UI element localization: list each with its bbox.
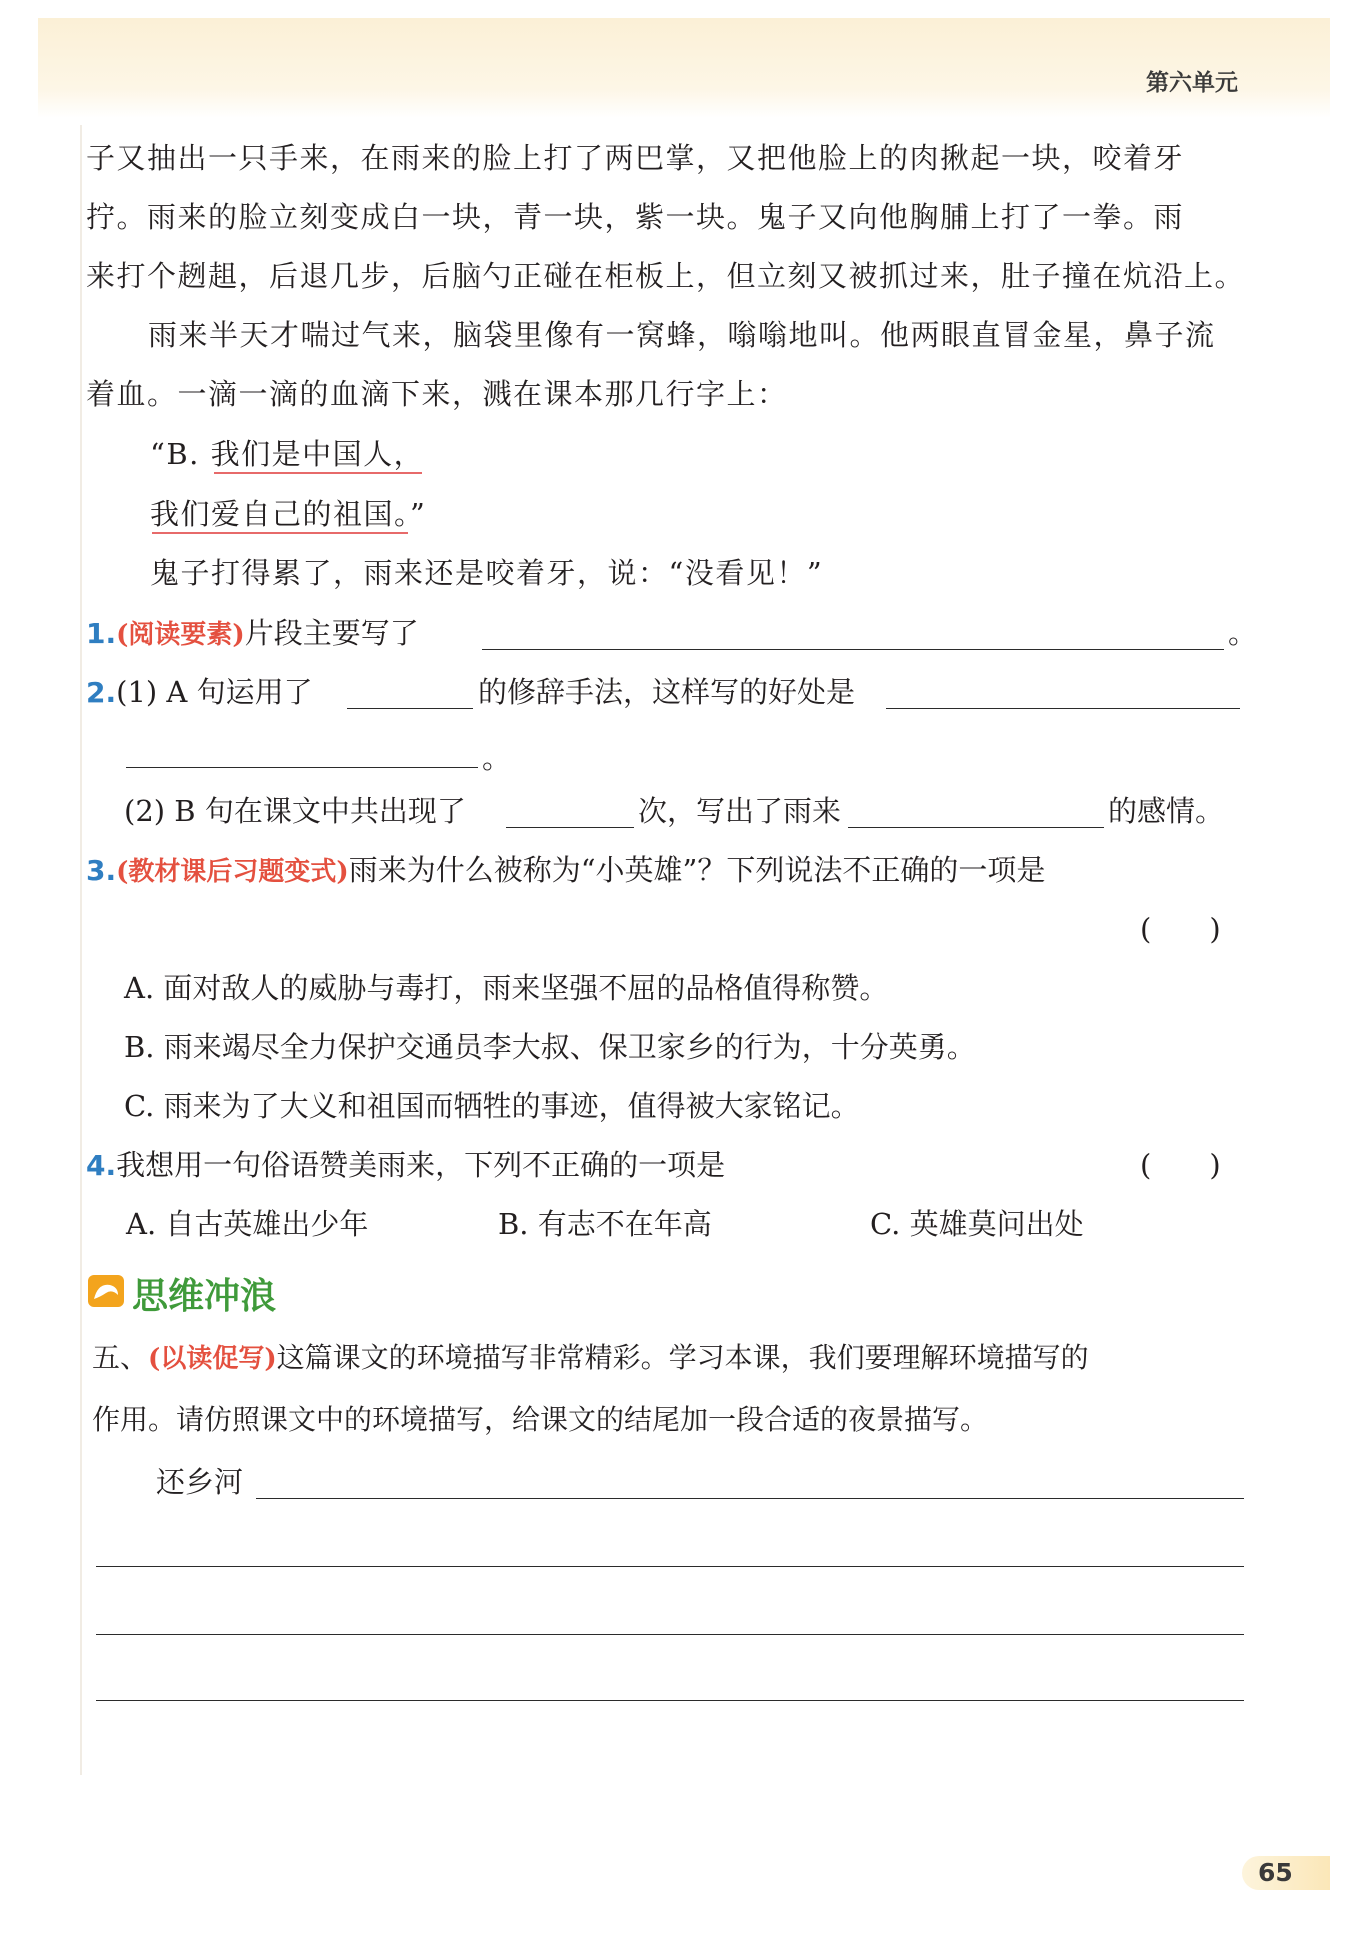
question-5 xyxy=(92,1338,1089,1379)
passage-line-8: 鬼子打得累了，雨来还是咬着牙，说：“没看见！” xyxy=(150,556,824,590)
question-3 xyxy=(86,850,1045,892)
question-2-part-2-middle: 次，写出了雨来 xyxy=(638,794,842,828)
question-5-line-1: 这篇课文的环境描写非常精彩。学习本课，我们要理解环境描写的 xyxy=(276,1341,1089,1374)
wave-icon xyxy=(88,1275,124,1307)
question-4-option-a[interactable]: A. 自古英雄出少年 xyxy=(126,1207,369,1241)
header-band xyxy=(38,18,1330,118)
question-3-option-b[interactable]: B. 雨来竭尽全力保护交通员李大叔、保卫家乡的行为，十分英勇。 xyxy=(124,1030,976,1064)
section-title: 思维冲浪 xyxy=(132,1276,277,1317)
passage-sentence-b-line-2: 我们爱自己的祖国。” xyxy=(150,497,427,531)
margin-rule xyxy=(80,125,82,1775)
passage-line-1: 子又抽出一只手来，在雨来的脸上打了两巴掌，又把他脸上的肉揪起一块，咬着牙 xyxy=(86,141,1185,175)
answer-line-q2-feeling[interactable] xyxy=(848,827,1104,828)
question-4-answer-paren[interactable]: ( ) xyxy=(1140,1148,1221,1182)
question-2-part-1 xyxy=(86,672,313,713)
question-3-number: 3. xyxy=(86,854,117,887)
question-5-tag: (以读促写) xyxy=(148,1344,277,1374)
sentence-b-underline-2 xyxy=(152,532,408,534)
answer-line-q2-count[interactable] xyxy=(506,827,634,828)
passage-line-2: 拧。雨来的脸立刻变成白一块，青一块，紫一块。鬼子又向他胸脯上打了一拳。雨 xyxy=(86,200,1185,234)
question-5-prefix: 五、 xyxy=(92,1341,149,1374)
writing-line-4[interactable] xyxy=(96,1700,1244,1701)
question-1-tag: (阅读要素) xyxy=(116,620,245,650)
sentence-b-underline-1 xyxy=(214,472,422,474)
question-2-part-1-text: (1) A 句运用了 xyxy=(116,675,313,709)
question-3-answer-paren[interactable]: ( ) xyxy=(1140,912,1221,946)
question-4-text: 我想用一句俗语赞美雨来，下列不正确的一项是 xyxy=(116,1148,726,1182)
unit-label: 第六单元 xyxy=(1146,70,1238,96)
question-4 xyxy=(86,1145,725,1186)
passage-sentence-b-line-1: “B. 我们是中国人， xyxy=(150,437,425,471)
answer-line-q2-benefit-cont[interactable] xyxy=(126,767,478,768)
writing-line-2[interactable] xyxy=(96,1566,1244,1567)
answer-line-q2-rhetoric[interactable] xyxy=(347,708,473,709)
question-2-part-2-end: 的感情。 xyxy=(1108,794,1225,828)
page-number: 65 xyxy=(1258,1858,1293,1887)
passage-line-4: 雨来半天才喘过气来，脑袋里像有一窝蜂，嗡嗡地叫。他两眼直冒金星，鼻子流 xyxy=(148,318,1216,352)
question-4-option-b[interactable]: B. 有志不在年高 xyxy=(498,1207,712,1241)
writing-line-1[interactable] xyxy=(256,1498,1244,1499)
question-3-option-a[interactable]: A. 面对敌人的威胁与毒打，雨来坚强不屈的品格值得称赞。 xyxy=(124,971,889,1005)
passage-line-3: 来打个趔趄，后退几步，后脑勺正碰在柜板上，但立刻又被抓过来，肚子撞在炕沿上。 xyxy=(86,259,1246,293)
writing-line-3[interactable] xyxy=(96,1634,1244,1635)
question-4-option-c[interactable]: C. 英雄莫问出处 xyxy=(870,1207,1084,1241)
question-5-line-2: 作用。请仿照课文中的环境描写，给课文的结尾加一段合适的夜景描写。 xyxy=(92,1403,989,1436)
question-1-text: 片段主要写了 xyxy=(244,616,419,650)
writing-start: 还乡河 xyxy=(156,1465,244,1499)
answer-line-q2-benefit[interactable] xyxy=(886,708,1240,709)
page-number-badge xyxy=(1242,1856,1330,1890)
question-2-part-1-middle: 的修辞手法，这样写的好处是 xyxy=(478,675,856,709)
question-1 xyxy=(86,613,419,655)
question-3-text: 雨来为什么被称为“小英雄”？下列说法不正确的一项是 xyxy=(348,853,1046,887)
question-4-number: 4. xyxy=(86,1149,117,1182)
passage-line-5: 着血。一滴一滴的血滴下来，溅在课本那几行字上： xyxy=(86,377,788,411)
question-1-number: 1. xyxy=(86,617,117,650)
answer-line-q1[interactable] xyxy=(482,649,1224,650)
question-2-part-2: (2) B 句在课文中共出现了 xyxy=(124,794,466,828)
question-2-part-1-end: 。 xyxy=(482,741,512,775)
question-3-option-c[interactable]: C. 雨来为了大义和祖国而牺牲的事迹，值得被大家铭记。 xyxy=(124,1089,860,1123)
question-1-end: 。 xyxy=(1228,616,1258,650)
question-3-tag: (教材课后习题变式) xyxy=(116,857,349,887)
question-2-number: 2. xyxy=(86,676,117,709)
